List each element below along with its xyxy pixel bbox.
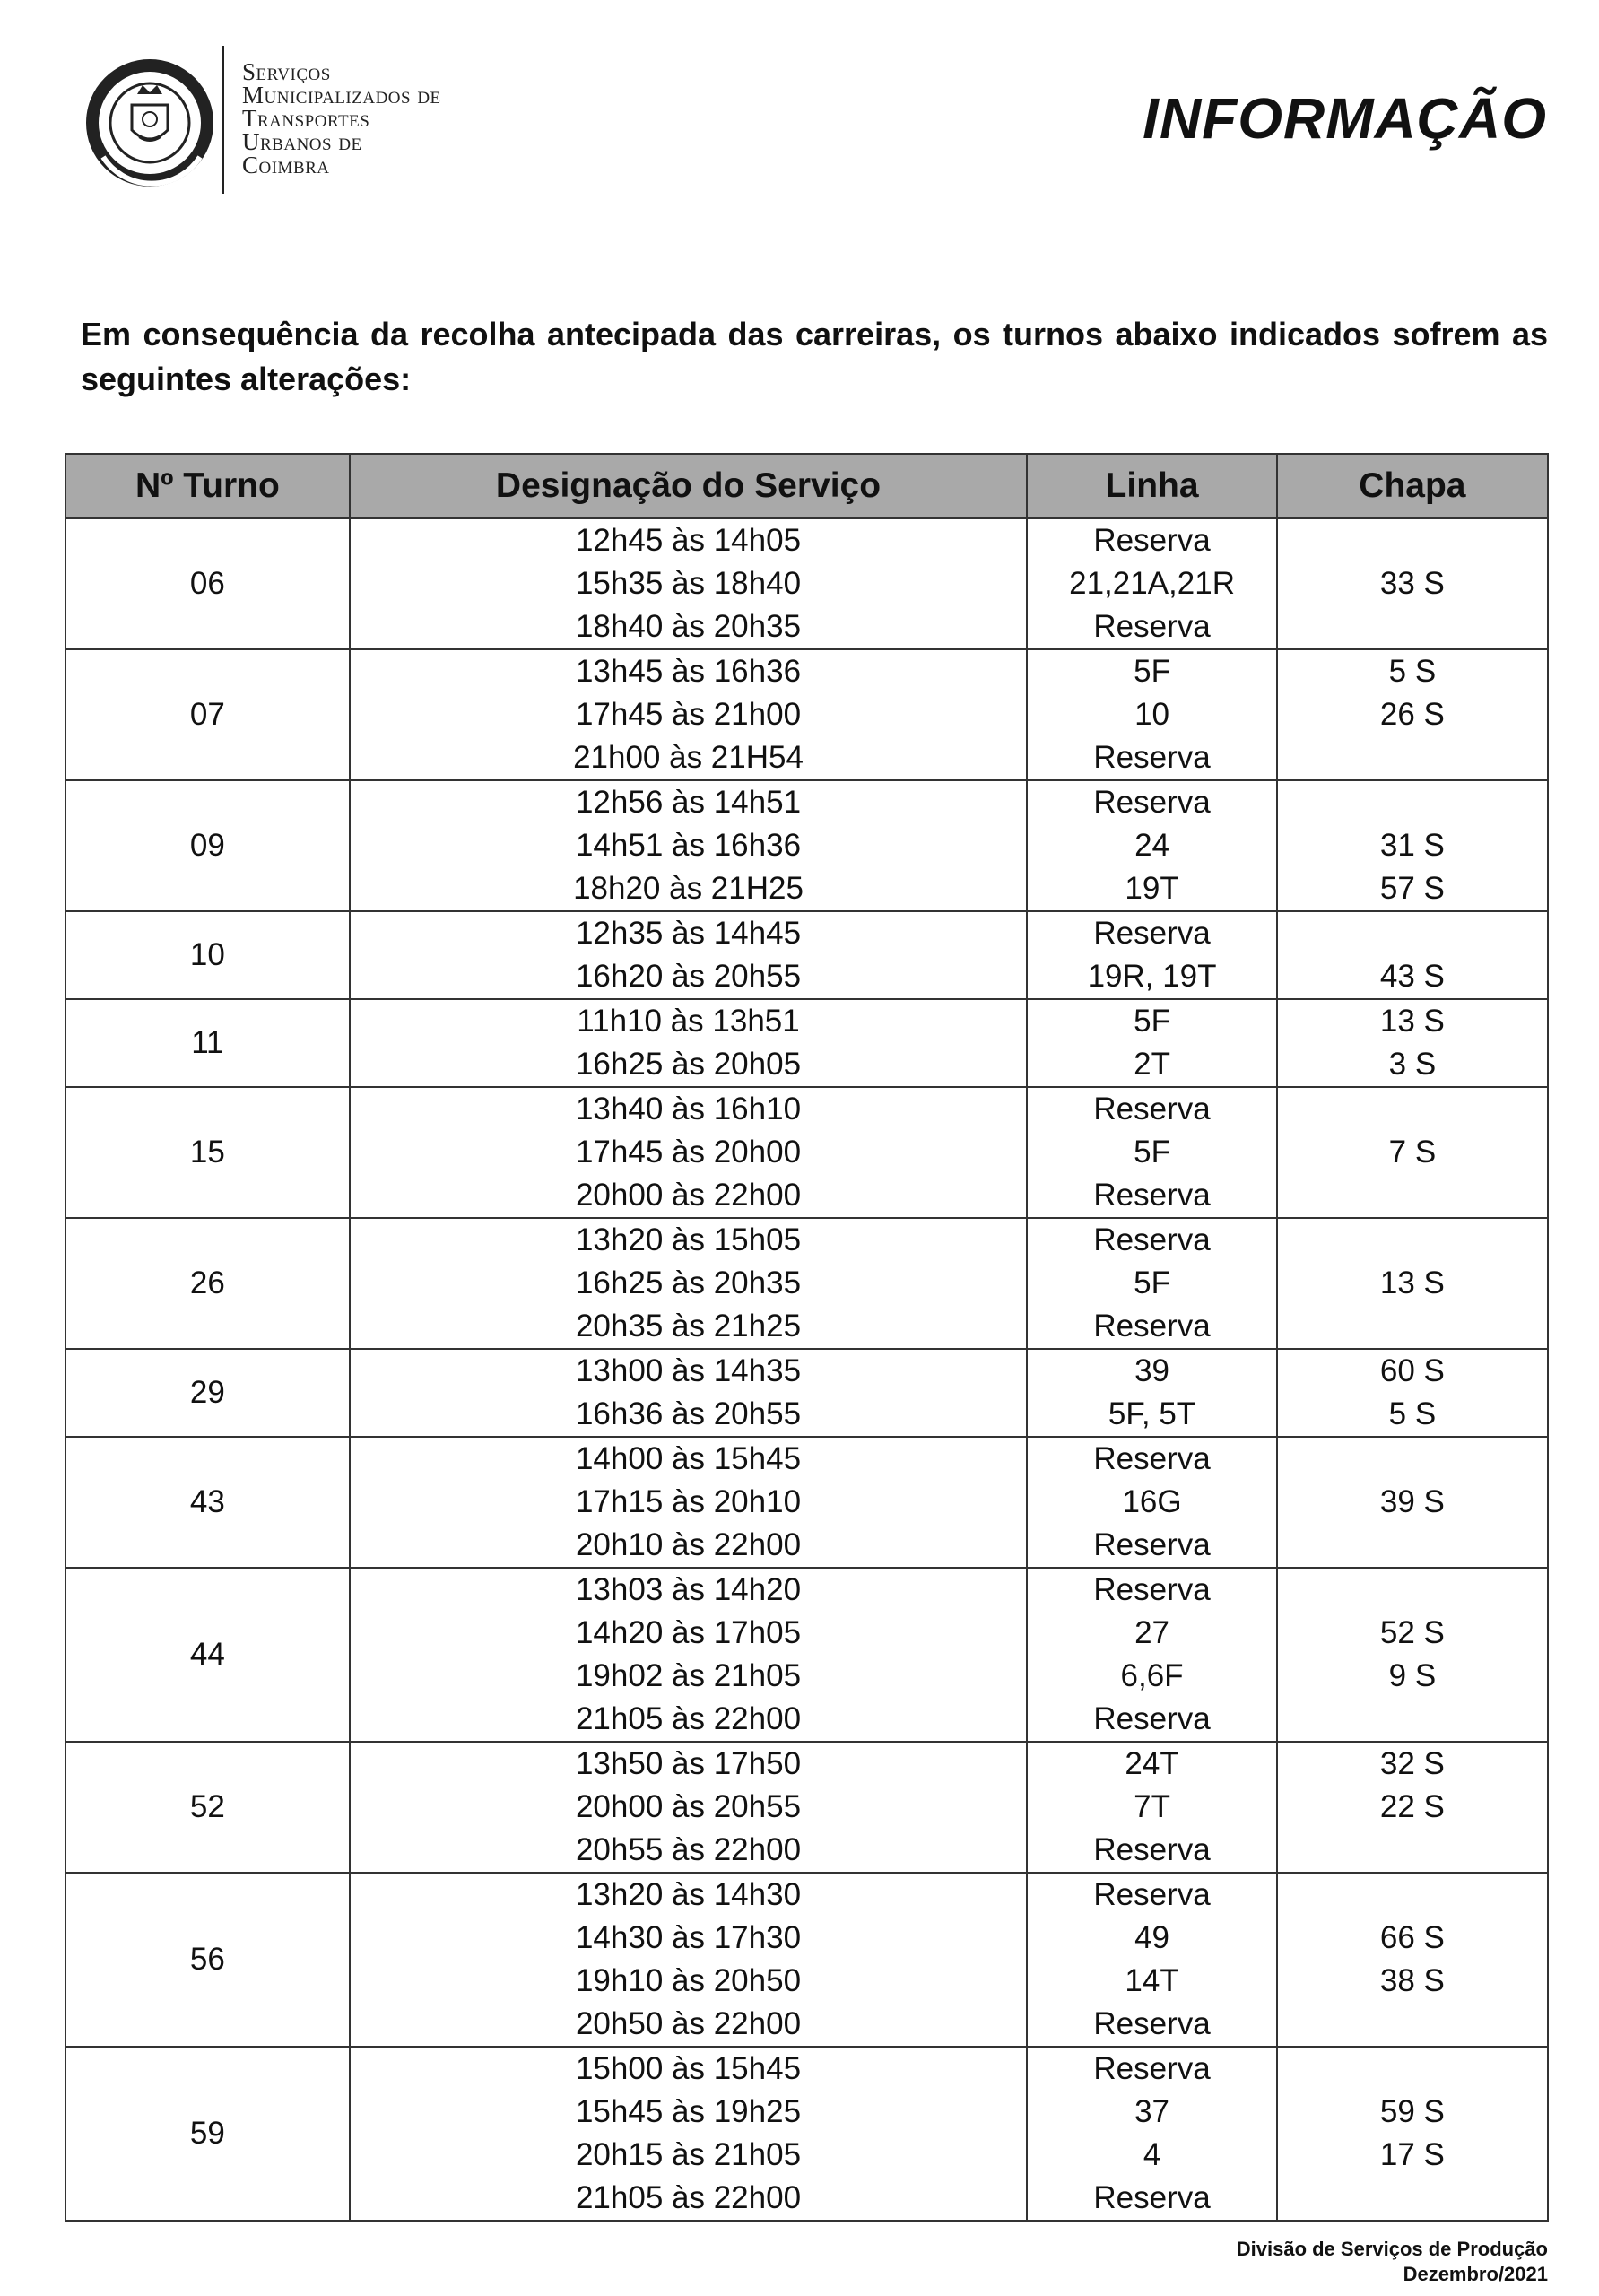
cell-linha-line: Reserva: [1093, 1527, 1211, 1562]
org-line: Urbanos de: [242, 128, 362, 155]
cell-linha-line: 5F: [1134, 1135, 1170, 1170]
cell-chapa-line: 60 S: [1379, 1353, 1445, 1388]
cell-servico-line: 16h25 às 20h05: [575, 1047, 802, 1082]
cell-linha: [1027, 1437, 1277, 1568]
cell-servico: [350, 1568, 1028, 1742]
cell-servico-line: 13h40 às 16h10: [575, 1091, 802, 1126]
header-servico: Designação do Serviço: [350, 454, 1028, 518]
cell-chapa-line: 7 S: [1388, 1135, 1437, 1170]
cell-servico-line: 20h00 às 22h00: [575, 1178, 802, 1213]
cell-servico: [350, 1742, 1028, 1873]
cell-servico-line: 13h00 às 14h35: [575, 1353, 802, 1388]
cell-linha: [1027, 780, 1277, 911]
cell-servico-line: 19h10 às 20h50: [575, 1963, 802, 1998]
table-row: [65, 2047, 1548, 2221]
cell-linha-line: 14T: [1125, 1963, 1179, 1998]
cell-turno: 56: [65, 1873, 350, 2047]
cell-linha-line: 5F: [1134, 1265, 1170, 1300]
cell-servico-line: 14h20 às 17h05: [575, 1615, 802, 1650]
cell-chapa-line: 33 S: [1379, 566, 1445, 601]
cell-turno: 11: [65, 999, 350, 1087]
org-line: Serviços: [242, 58, 331, 85]
cell-chapa-line: 38 S: [1379, 1963, 1445, 1998]
cell-servico-line: 18h20 às 21H25: [573, 871, 804, 906]
table-body: [65, 518, 1548, 2221]
cell-turno: 26: [65, 1218, 350, 1349]
cell-servico: [350, 1218, 1028, 1349]
cell-servico-line: 19h02 às 21h05: [575, 1658, 802, 1693]
cell-servico-line: 14h51 às 16h36: [575, 828, 802, 863]
cell-servico-line: 21h05 às 22h00: [575, 1701, 802, 1736]
cell-linha-line: Reserva: [1093, 916, 1211, 951]
cell-servico-line: 20h55 às 22h00: [575, 1832, 802, 1867]
cell-chapa-line: 3 S: [1388, 1047, 1437, 1082]
cell-servico: [350, 1087, 1028, 1218]
cell-linha: [1027, 999, 1277, 1087]
cell-linha: [1027, 1742, 1277, 1873]
cell-linha-line: 16G: [1122, 1484, 1182, 1519]
cell-linha-line: Reserva: [1093, 1572, 1211, 1607]
cell-linha-line: 2T: [1134, 1047, 1170, 1082]
cell-servico-line: 20h10 às 22h00: [575, 1527, 802, 1562]
cell-linha-line: Reserva: [1093, 1701, 1211, 1736]
cell-chapa-line: [1278, 1305, 1547, 1348]
cell-chapa-line: 13 S: [1379, 1004, 1445, 1039]
cell-servico-line: 18h40 às 20h35: [575, 609, 802, 644]
cell-servico-line: 12h35 às 14h45: [575, 916, 802, 951]
cell-chapa-line: [1278, 1174, 1547, 1217]
cell-servico-line: 17h45 às 20h00: [575, 1135, 802, 1170]
cell-chapa-line: [1278, 912, 1547, 955]
cell-linha-line: Reserva: [1093, 785, 1211, 820]
table-header-row: [65, 454, 1548, 518]
cell-chapa-line: 9 S: [1388, 1658, 1437, 1693]
cell-chapa-line: 22 S: [1379, 1789, 1445, 1824]
cell-servico-line: 15h35 às 18h40: [575, 566, 802, 601]
header-chapa: Chapa: [1277, 454, 1548, 518]
cell-linha-line: Reserva: [1093, 740, 1211, 775]
cell-chapa-line: [1278, 1698, 1547, 1741]
cell-servico-line: 14h30 às 17h30: [575, 1920, 802, 1955]
header-turno: Nº Turno: [65, 454, 350, 518]
cell-linha-line: 37: [1134, 2094, 1170, 2129]
cell-chapa: [1277, 1568, 1548, 1742]
org-line: Coimbra: [242, 152, 330, 178]
cell-servico: [350, 780, 1028, 911]
cell-turno: 09: [65, 780, 350, 911]
cell-linha-line: Reserva: [1093, 1222, 1211, 1257]
cell-linha-line: 5F: [1134, 1004, 1170, 1039]
cell-linha-line: 24: [1134, 828, 1170, 863]
cell-chapa-line: [1278, 1569, 1547, 1612]
org-line: Municipalizados de: [242, 82, 441, 109]
cell-linha-line: Reserva: [1093, 1832, 1211, 1867]
cell-chapa-line: [1278, 1874, 1547, 1917]
cell-linha-line: Reserva: [1093, 2051, 1211, 2086]
cell-chapa-line: 59 S: [1379, 2094, 1445, 2129]
cell-servico: [350, 999, 1028, 1087]
cell-linha-line: Reserva: [1093, 1877, 1211, 1912]
cell-chapa: [1277, 2047, 1548, 2221]
cell-servico-line: 16h36 às 20h55: [575, 1396, 802, 1431]
cell-chapa: [1277, 1218, 1548, 1349]
table-row: [65, 1568, 1548, 1742]
cell-servico-line: 20h00 às 20h55: [575, 1789, 802, 1824]
cell-chapa-line: [1278, 1219, 1547, 1262]
cell-servico: [350, 1437, 1028, 1568]
cell-chapa-line: 66 S: [1379, 1920, 1445, 1955]
cell-turno: 15: [65, 1087, 350, 1218]
header-divider: [222, 46, 224, 194]
cell-servico-line: 16h25 às 20h35: [575, 1265, 802, 1300]
table-row: [65, 1087, 1548, 1218]
cell-turno: 07: [65, 649, 350, 780]
cell-chapa-line: 5 S: [1388, 1396, 1437, 1431]
cell-chapa-line: [1278, 2003, 1547, 2046]
cell-servico-line: 20h35 às 21h25: [575, 1309, 802, 1344]
cell-chapa-line: 31 S: [1379, 828, 1445, 863]
cell-chapa-line: 57 S: [1379, 871, 1445, 906]
cell-linha-line: 5F, 5T: [1108, 1396, 1196, 1431]
table-row: [65, 999, 1548, 1087]
cell-servico-line: 16h20 às 20h55: [575, 959, 802, 994]
org-line: Transportes: [242, 105, 370, 132]
cell-turno: 52: [65, 1742, 350, 1873]
organization-name: [242, 60, 441, 177]
cell-turno: 43: [65, 1437, 350, 1568]
cell-linha-line: Reserva: [1093, 2180, 1211, 2215]
cell-chapa: [1277, 780, 1548, 911]
cell-chapa-line: 26 S: [1379, 697, 1445, 732]
cell-linha-line: 19R, 19T: [1087, 959, 1217, 994]
cell-linha-line: Reserva: [1093, 2006, 1211, 2041]
cell-servico-line: 17h45 às 21h00: [575, 697, 802, 732]
cell-servico-line: 17h15 às 20h10: [575, 1484, 802, 1519]
table-row: [65, 518, 1548, 649]
cell-chapa-line: [1278, 1829, 1547, 1872]
cell-servico-line: 21h00 às 21H54: [573, 740, 804, 775]
cell-linha-line: Reserva: [1093, 1309, 1211, 1344]
cell-chapa-line: [1278, 1088, 1547, 1131]
cell-linha-line: 10: [1134, 697, 1170, 732]
cell-servico: [350, 2047, 1028, 2221]
cell-turno: 59: [65, 2047, 350, 2221]
page-header: [85, 40, 1547, 202]
cell-servico: [350, 1873, 1028, 2047]
table-row: [65, 911, 1548, 999]
document-title: INFORMAÇÃO: [1143, 86, 1547, 151]
cell-linha-line: Reserva: [1093, 1441, 1211, 1476]
cell-linha: [1027, 1087, 1277, 1218]
cell-linha-line: 19T: [1125, 871, 1179, 906]
cell-linha-line: Reserva: [1093, 1091, 1211, 1126]
cell-chapa-line: [1278, 605, 1547, 648]
cell-linha: [1027, 649, 1277, 780]
cell-chapa-line: 52 S: [1379, 1615, 1445, 1650]
cell-linha: [1027, 518, 1277, 649]
cell-servico-line: 20h15 às 21h05: [575, 2137, 802, 2172]
cell-chapa: [1277, 1742, 1548, 1873]
page-footer: [1237, 2237, 1548, 2287]
shifts-table: [65, 453, 1549, 2222]
cell-chapa: [1277, 1087, 1548, 1218]
cell-servico-line: 13h20 às 15h05: [575, 1222, 802, 1257]
cell-servico-line: 15h45 às 19h25: [575, 2094, 802, 2129]
cell-servico-line: 14h00 às 15h45: [575, 1441, 802, 1476]
cell-linha-line: 7T: [1134, 1789, 1170, 1824]
cell-chapa-line: 43 S: [1379, 959, 1445, 994]
cell-chapa: [1277, 1349, 1548, 1437]
cell-linha-line: 6,6F: [1120, 1658, 1184, 1693]
cell-linha-line: Reserva: [1093, 609, 1211, 644]
cell-turno: 44: [65, 1568, 350, 1742]
cell-linha-line: 24T: [1125, 1746, 1179, 1781]
cell-chapa-line: 32 S: [1379, 1746, 1445, 1781]
cell-linha-line: 21,21A,21R: [1069, 566, 1235, 601]
cell-servico: [350, 649, 1028, 780]
cell-chapa-line: 13 S: [1379, 1265, 1445, 1300]
cell-linha: [1027, 2047, 1277, 2221]
cell-turno: 29: [65, 1349, 350, 1437]
cell-linha: [1027, 1568, 1277, 1742]
cell-chapa-line: [1278, 2048, 1547, 2091]
cell-linha: [1027, 1218, 1277, 1349]
table-row: [65, 1873, 1548, 2047]
cell-servico-line: 12h56 às 14h51: [575, 785, 802, 820]
cell-chapa-line: 5 S: [1388, 654, 1437, 689]
cell-servico-line: 13h50 às 17h50: [575, 1746, 802, 1781]
cell-servico-line: 13h45 às 16h36: [575, 654, 802, 689]
table-row: [65, 1437, 1548, 1568]
intro-paragraph: Em consequência da recolha antecipada das carreiras, os turnos abaixo indicados sofrem as seguintes alterações:: [81, 316, 1548, 397]
cell-servico: [350, 518, 1028, 649]
header-linha: Linha: [1027, 454, 1277, 518]
cell-linha-line: Reserva: [1093, 523, 1211, 558]
table-row: [65, 1349, 1548, 1437]
cell-linha-line: 49: [1134, 1920, 1170, 1955]
cell-chapa-line: 17 S: [1379, 2137, 1445, 2172]
cell-linha-line: 5F: [1134, 654, 1170, 689]
smtuc-crest-icon: [85, 58, 215, 188]
cell-linha-line: 27: [1134, 1615, 1170, 1650]
table-row: [65, 780, 1548, 911]
cell-servico-line: 12h45 às 14h05: [575, 523, 802, 558]
cell-linha-line: Reserva: [1093, 1178, 1211, 1213]
cell-chapa-line: [1278, 2177, 1547, 2220]
cell-servico-line: 15h00 às 15h45: [575, 2051, 802, 2086]
cell-servico-line: 13h20 às 14h30: [575, 1877, 802, 1912]
cell-chapa: [1277, 1873, 1548, 2047]
table-row: [65, 649, 1548, 780]
cell-chapa-line: [1278, 736, 1547, 779]
cell-chapa: [1277, 1437, 1548, 1568]
table-row: [65, 1218, 1548, 1349]
cell-chapa-line: [1278, 519, 1547, 562]
cell-turno: 06: [65, 518, 350, 649]
cell-linha: [1027, 1873, 1277, 2047]
cell-servico-line: 21h05 às 22h00: [575, 2180, 802, 2215]
cell-servico: [350, 1349, 1028, 1437]
cell-chapa: [1277, 649, 1548, 780]
cell-chapa-line: 39 S: [1379, 1484, 1445, 1519]
cell-turno: 10: [65, 911, 350, 999]
cell-chapa-line: [1278, 781, 1547, 824]
table-row: [65, 1742, 1548, 1873]
cell-chapa: [1277, 999, 1548, 1087]
cell-chapa-line: [1278, 1438, 1547, 1481]
cell-servico: [350, 911, 1028, 999]
cell-linha: [1027, 911, 1277, 999]
cell-linha: [1027, 1349, 1277, 1437]
footer-date: Dezembro/2021: [1403, 2263, 1548, 2285]
cell-chapa: [1277, 518, 1548, 649]
cell-servico-line: 11h10 às 13h51: [577, 1004, 800, 1039]
cell-chapa-line: [1278, 1524, 1547, 1567]
cell-servico-line: 20h50 às 22h00: [575, 2006, 802, 2041]
cell-chapa: [1277, 911, 1548, 999]
cell-servico-line: 13h03 às 14h20: [575, 1572, 802, 1607]
cell-linha-line: 4: [1143, 2137, 1161, 2172]
cell-linha-line: 39: [1134, 1353, 1170, 1388]
footer-division: Divisão de Serviços de Produção: [1236, 2238, 1548, 2260]
